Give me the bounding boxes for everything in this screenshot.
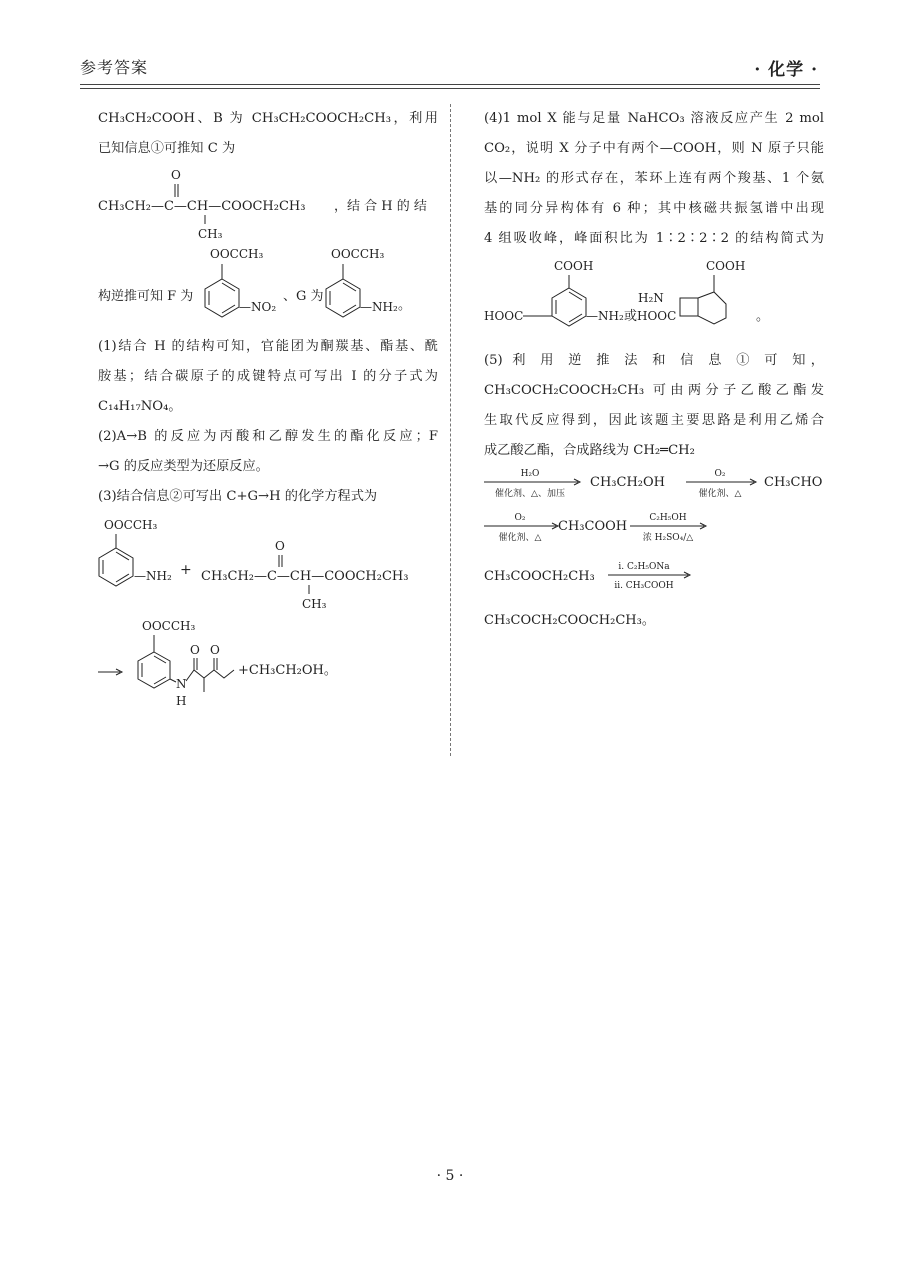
header-rule xyxy=(80,84,820,85)
f-g-structures xyxy=(98,242,438,332)
text-line: CH₃COCH₂COOCH₂CH₃ 可由两分子乙酸乙酯发 xyxy=(484,383,824,398)
carboxyl-label: HOOC xyxy=(484,309,524,323)
synthesis-route xyxy=(484,466,834,642)
column-divider xyxy=(450,104,451,756)
text-fragment: +CH₃CH₂OH。 xyxy=(238,663,337,678)
bond-line xyxy=(343,305,356,313)
atom-label: O xyxy=(210,643,220,657)
text-fragment: 构逆推可知 F 为 xyxy=(98,289,194,304)
c-main-chain: CH₃CH₂—C—CH—COOCH₂CH₃ xyxy=(98,199,306,214)
condition-label: 催化剂、△、加压 xyxy=(495,489,565,499)
text-line: 基的同分异构体有 6 种；其中核磁共振氢谱中出现 xyxy=(484,201,824,216)
bond-line xyxy=(116,552,129,560)
bond-line xyxy=(116,574,129,582)
text-line: 4 组吸收峰，峰面积比为 1∶2∶2∶2 的结构简式为 xyxy=(484,231,824,246)
reagent-label: O₂ xyxy=(514,513,526,523)
isomer-structures xyxy=(484,254,824,346)
right-column xyxy=(484,104,824,642)
text-line: →G 的反应类型为还原反应。 xyxy=(98,459,269,474)
reagent-label: ⅰ. C₂H₅ONa xyxy=(618,562,670,572)
amino-group-label: —NH₂ xyxy=(360,300,398,314)
bond-line xyxy=(569,292,582,300)
atom-label: O xyxy=(275,539,285,553)
text-line: CO₂，说明 X 分子中有两个—COOH，则 N 原子只能 xyxy=(484,141,824,156)
text-line: (5) 利 用 逆 推 法 和 信 息 ① 可 知， xyxy=(484,353,824,368)
bond-line xyxy=(343,283,356,291)
text-line: 成乙酸乙酯，合成路线为 CH₂═CH₂ xyxy=(484,443,695,458)
page-number: · 5 · xyxy=(436,1168,464,1184)
benzene-ring-g xyxy=(99,548,133,586)
reagent-label: O₂ xyxy=(714,469,726,479)
plus-sign: + xyxy=(180,562,192,578)
carboxyl-label: HOOC xyxy=(637,309,677,323)
text-line: (1)结合 H 的结构可知，官能团为酮羰基、酯基、酰 xyxy=(98,339,438,354)
intermediate-product: CH₃COOCH₂CH₃ xyxy=(484,569,595,584)
carboxyl-label: COOH xyxy=(554,259,594,273)
condition-label: 催化剂、△ xyxy=(498,533,542,543)
text-fragment: 或 xyxy=(624,309,638,324)
text-fragment: 、G 为 xyxy=(283,289,324,304)
methyl-label: CH₃ xyxy=(302,597,327,611)
equation-product xyxy=(98,612,438,718)
text-line: CH₃CH₂COOH、B 为 CH₃CH₂COOCH₂CH₃，利用 xyxy=(98,111,438,126)
condition-label: ⅱ. CH₃COOH xyxy=(614,581,674,591)
compound-c-structure xyxy=(98,164,438,242)
ester-group-label: OOCCH₃ xyxy=(210,247,264,261)
benzene-ring-g xyxy=(326,279,360,317)
amino-group-label: —NH₂ xyxy=(134,569,172,583)
benzene-ring-h xyxy=(138,652,170,688)
text-fragment: ，结 合 H 的 结 xyxy=(334,199,427,214)
text-fragment: 。 xyxy=(756,309,770,324)
nitro-group-label: —NO₂ xyxy=(239,300,277,314)
c-main-chain: CH₃CH₂—C—CH—COOCH₂CH₃ xyxy=(201,569,409,584)
text-line: 生取代反应得到，因此该题主要思路是利用乙烯合 xyxy=(484,413,824,428)
reagent-label: H₂O xyxy=(520,469,540,479)
text-line: 以—NH₂ 的形式存在，苯环上连有两个羧基、1 个氨 xyxy=(484,171,824,186)
atom-label: O xyxy=(190,643,200,657)
bond-line xyxy=(222,283,235,291)
bond-line xyxy=(154,656,166,663)
text-line: 已知信息①可推知 C 为 xyxy=(98,141,236,156)
methyl-label: CH₃ xyxy=(198,227,223,241)
bond-line xyxy=(222,305,235,313)
reagent-label: C₂H₅OH xyxy=(649,513,687,523)
equation-reactants xyxy=(98,512,438,612)
text-fragment: 。 xyxy=(398,298,412,313)
text-line: C₁₄H₁₇NO₄。 xyxy=(98,399,182,414)
text-line: 胺基；结合碳原子的成键特点可写出 I 的分子式为 xyxy=(98,369,438,384)
intermediate-product: CH₃CHO xyxy=(764,475,823,490)
bond-line xyxy=(154,677,166,684)
text-line: (4)1 mol X 能与足量 NaHCO₃ 溶液反应产生 2 mol xyxy=(484,111,824,126)
ester-group-label: OOCCH₃ xyxy=(104,518,158,532)
text-line: (3)结合信息②可写出 C+G→H 的化学方程式为 xyxy=(98,489,378,504)
bond-line xyxy=(569,314,582,322)
ring-fragment xyxy=(680,298,698,316)
final-product: CH₃COCH₂COOCH₂CH₃。 xyxy=(484,613,655,628)
text-line: (2)A→B 的反应为丙酸和乙醇发生的酯化反应；F xyxy=(98,429,438,444)
benzene-ring-isomer-1 xyxy=(552,288,586,326)
ester-group-label: OOCCH₃ xyxy=(142,619,196,633)
ester-group-label: OOCCH₃ xyxy=(331,247,385,261)
amino-group-label: H₂N xyxy=(638,291,664,305)
benzene-ring-f xyxy=(205,279,239,317)
header-rule-thin xyxy=(80,88,820,89)
condition-label: 浓 H₂SO₄/△ xyxy=(642,533,694,543)
condition-label: 催化剂、△ xyxy=(698,489,742,499)
amino-group-label: —NH₂ xyxy=(586,309,624,323)
header-subject: · 化学 · xyxy=(754,60,818,80)
carbon-chain xyxy=(186,670,234,681)
carboxyl-label: COOH xyxy=(706,259,746,273)
intermediate-product: CH₃COOH xyxy=(558,519,628,534)
atom-label: H xyxy=(176,694,187,708)
header-section-title: 参考答案 xyxy=(80,58,149,77)
atom-label: O xyxy=(171,168,181,182)
left-column xyxy=(98,104,438,718)
benzene-ring-isomer-2 xyxy=(698,292,726,324)
atom-label: N xyxy=(176,677,187,691)
intermediate-product: CH₃CH₂OH xyxy=(590,475,665,490)
